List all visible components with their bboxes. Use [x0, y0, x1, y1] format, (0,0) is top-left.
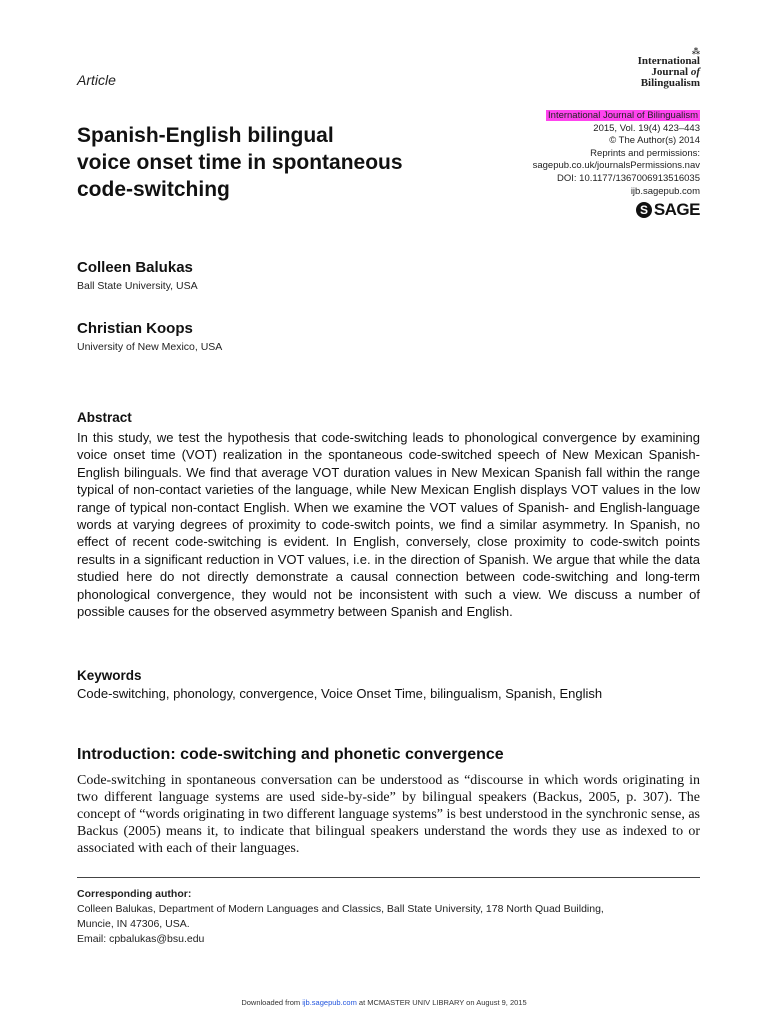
publication-info: [533, 110, 700, 198]
download-link[interactable]: ijb.sagepub.com: [302, 998, 357, 1007]
journal-logo-of: of: [690, 66, 700, 78]
journal-name: International Journal of Bilingualism: [548, 110, 698, 121]
intro-heading: Introduction: code-switching and phonetic convergence: [77, 746, 504, 763]
volume-info: 2015, Vol. 19(4) 423–443: [593, 122, 700, 134]
author-affiliation: University of New Mexico, USA: [77, 341, 223, 353]
corresponding-line-1: Colleen Balukas, Department of Modern Languages and Classics, Ball State University, 178 North Quad Building,: [77, 903, 604, 915]
journal-logo: [638, 48, 700, 89]
sage-logo: [636, 200, 700, 220]
intro-text: Code-switching in spontaneous conversation can be understood as “discourse in which words originating in two different language systems are used side-by-side” by bilingual speakers (Backus, 2005, p. 307). The concept of “words originating in two different language systems” is best understood in the synchronic sense, as Backus (2005) means it, to indicate that bilingual speakers understand the words they use as indexed to or associated with each of their languages.: [77, 773, 700, 856]
author-block-2: [77, 320, 222, 353]
permissions-link[interactable]: sagepub.co.uk/journalsPermissions.nav: [532, 160, 700, 172]
reprints-label: Reprints and permissions:: [590, 147, 700, 159]
author-block-1: [77, 259, 198, 292]
paper-title: [77, 122, 497, 203]
author-affiliation: Ball State University, USA: [77, 280, 198, 292]
corresponding-heading: Corresponding author:: [77, 888, 192, 900]
author-name: Christian Koops: [77, 320, 193, 337]
doi[interactable]: DOI: 10.1177/1367006913516035: [557, 172, 700, 184]
journal-site-link[interactable]: ijb.sagepub.com: [630, 185, 700, 197]
sage-circle-icon: S: [636, 202, 652, 218]
sage-wordmark: SAGE: [653, 200, 700, 219]
download-suffix: at MCMASTER UNIV LIBRARY on August 9, 2015: [356, 998, 527, 1007]
abstract-text: In this study, we test the hypothesis that code-switching leads to phonological convergence by examining voice onset time (VOT) realization in the spontaneous code-switched speech of New Mexican Spanish-English bilinguals. We find that average VOT duration values in New Mexican Spanish fall within the range typical of non-contact varieties of the language, while New Mexican English displays VOT values in the low range of typical non-contact English. When we examine the VOT values of Spanish- and English-language words at varying degrees of proximity to code-switch points, we find a similar asymmetry. In Spanish, no effect of recent code-switching is evident. In English, conversely, close proximity to code-switch points results in a significant reduction in VOT values, i.e. in the direction of Spanish. We argue that while the data studied here do not directly demonstrate a causal connection between code-switching and long-term phonological convergence, they would not be inconsistent with such a view. We discuss a number of possible causes for the observed asymmetry between Spanish and English.: [77, 430, 700, 620]
title-line-2: voice onset time in spontaneous: [77, 151, 403, 174]
keywords-heading: Keywords: [77, 668, 142, 683]
download-footer: [0, 998, 768, 1007]
journal-logo-line3: Bilingualism: [640, 77, 700, 89]
journal-logo-word: Journal: [651, 66, 689, 78]
copyright: © The Author(s) 2014: [609, 135, 700, 147]
article-type-label: Article: [77, 72, 116, 88]
journal-logo-line1: International: [637, 55, 700, 67]
download-prefix: Downloaded from: [241, 998, 303, 1007]
keywords-text: Code-switching, phonology, convergence, Voice Onset Time, bilingualism, Spanish, English: [77, 686, 603, 701]
corresponding-email[interactable]: Email: cpbalukas@bsu.edu: [77, 933, 205, 945]
title-line-1: Spanish-English bilingual: [77, 124, 334, 147]
journal-logo-mark: ⁂: [691, 47, 700, 56]
title-line-3: code-switching: [77, 178, 230, 201]
corresponding-line-2: Muncie, IN 47306, USA.: [77, 918, 190, 930]
abstract-heading: Abstract: [77, 410, 132, 425]
author-name: Colleen Balukas: [77, 259, 193, 276]
footnote-divider: [77, 877, 700, 878]
corresponding-author: [77, 887, 700, 947]
